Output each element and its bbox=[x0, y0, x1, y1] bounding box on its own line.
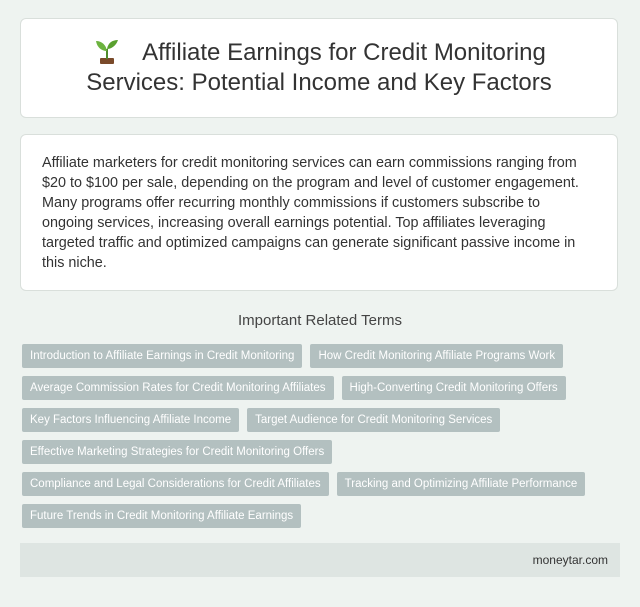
title-line-2: Services: Potential Income and Key Factors bbox=[86, 69, 552, 96]
related-term-tag[interactable]: Average Commission Rates for Credit Monitoring Affiliates bbox=[22, 376, 334, 400]
related-terms-list bbox=[22, 344, 622, 536]
related-terms-heading: Important Related Terms bbox=[238, 312, 402, 329]
summary-text: Affiliate marketers for credit monitoring services can earn commissions ranging from $20 to $100 per sale, depending on the program and level of customer engagement. Many programs offer recurring monthly commissions if customers subscribe to ongoing services, increasing overall earnings potential. Top affiliates leveraging targeted traffic and optimized campaigns can generate significant passive income in this niche. bbox=[42, 155, 579, 271]
term-row bbox=[22, 504, 622, 528]
title-line-1: Affiliate Earnings for Credit Monitoring bbox=[142, 39, 546, 66]
related-term-tag[interactable]: Tracking and Optimizing Affiliate Performance bbox=[337, 472, 586, 496]
related-term-tag[interactable]: Target Audience for Credit Monitoring Services bbox=[247, 408, 500, 432]
related-term-tag[interactable]: Future Trends in Credit Monitoring Affiliate Earnings bbox=[22, 504, 301, 528]
term-row bbox=[22, 472, 622, 496]
summary-card bbox=[20, 134, 618, 291]
page-title bbox=[86, 38, 552, 98]
related-term-tag[interactable]: Introduction to Affiliate Earnings in Credit Monitoring bbox=[22, 344, 302, 368]
related-term-tag[interactable]: How Credit Monitoring Affiliate Programs Work bbox=[310, 344, 563, 368]
related-term-tag[interactable]: Compliance and Legal Considerations for Credit Affiliates bbox=[22, 472, 329, 496]
term-row bbox=[22, 344, 622, 368]
footer-site-name: moneytar.com bbox=[532, 553, 608, 567]
term-row bbox=[22, 408, 622, 432]
term-row bbox=[22, 376, 622, 400]
footer bbox=[20, 543, 620, 577]
related-term-tag[interactable]: Effective Marketing Strategies for Credit Monitoring Offers bbox=[22, 440, 332, 464]
title-card bbox=[20, 18, 618, 118]
related-term-tag[interactable]: Key Factors Influencing Affiliate Income bbox=[22, 408, 239, 432]
term-row bbox=[22, 440, 622, 464]
related-term-tag[interactable]: High-Converting Credit Monitoring Offers bbox=[342, 376, 566, 400]
seedling-icon bbox=[92, 38, 122, 64]
